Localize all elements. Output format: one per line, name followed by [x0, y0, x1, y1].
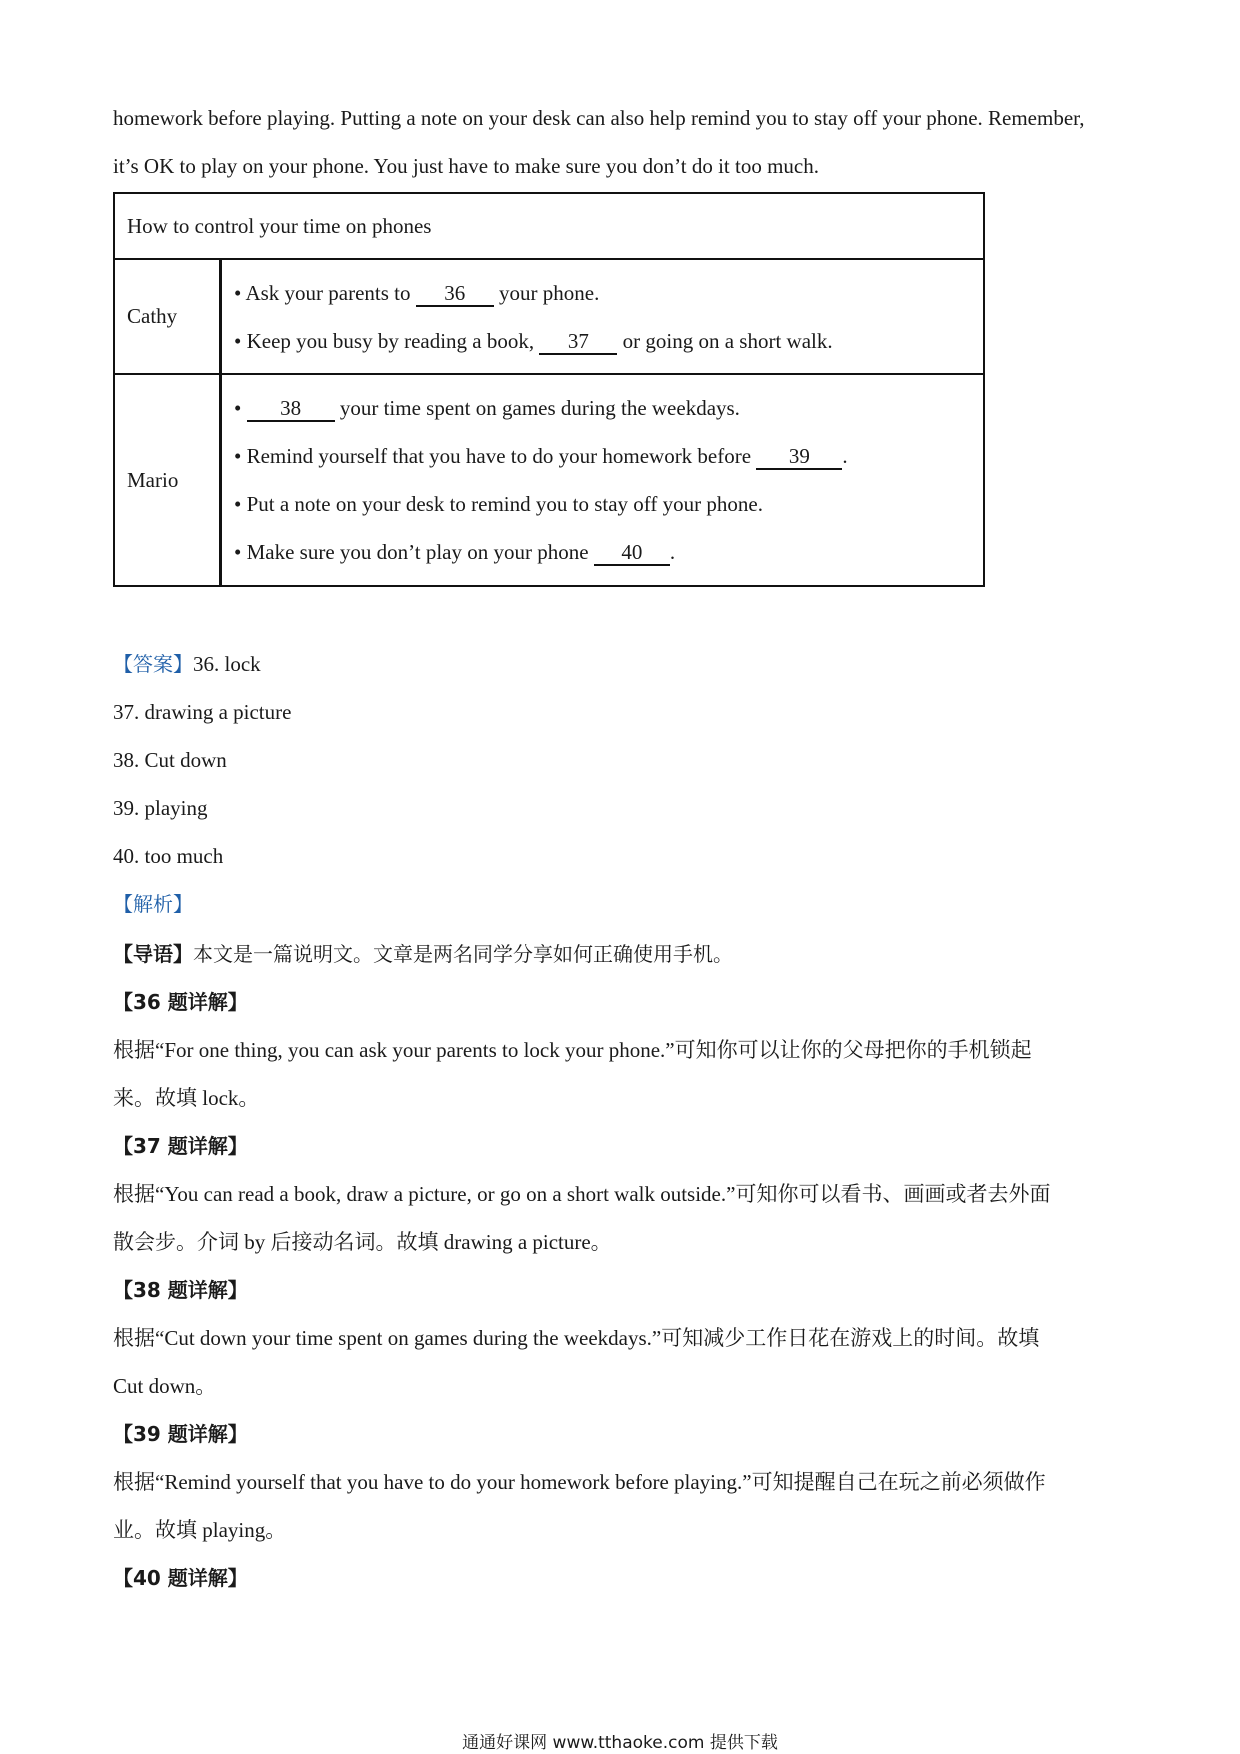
- blank-38: 38: [247, 396, 335, 422]
- cathy-tip-2: • Keep you busy by reading a book, 37 or going on a short walk.: [234, 328, 833, 353]
- tips-cell-mario: [221, 374, 985, 586]
- q38-title: 【38 题详解】: [113, 1278, 248, 1302]
- q36-line-2: 来。故填 lock。: [113, 1086, 260, 1110]
- analysis-section: [113, 930, 1133, 1602]
- answer-39: 39. playing: [113, 796, 208, 820]
- answer-37: 37. drawing a picture: [113, 700, 292, 724]
- name-cell-cathy: Cathy: [114, 259, 221, 374]
- intro-line-2: it’s OK to play on your phone. You just have to make sure you don’t do it too much.: [113, 154, 819, 178]
- tips-cell-cathy: [221, 259, 985, 374]
- q39-line-1: 根据“Remind yourself that you have to do your homework before playing.”可知提醒自己在玩之前必须做作: [113, 1470, 1046, 1494]
- q37-line-1: 根据“You can read a book, draw a picture, or go on a short walk outside.”可知你可以看书、画画或者去外面: [113, 1182, 1051, 1206]
- answer-tag: 【答案】: [113, 652, 193, 676]
- mario-tip-3: • Put a note on your desk to remind you to stay off your phone.: [234, 492, 763, 516]
- intro-line-1: homework before playing. Putting a note on your desk can also help remind you to stay off your phone. Remember,: [113, 106, 1085, 130]
- answer-list: [113, 640, 291, 928]
- cathy-tip-1: • Ask your parents to 36 your phone.: [234, 280, 600, 305]
- q40-title: 【40 题详解】: [113, 1566, 248, 1590]
- name-cell-mario: Mario: [114, 374, 221, 586]
- footer-credit: 通通好课网 www.tthaoke.com 提供下载: [462, 1733, 778, 1753]
- phone-time-table: [113, 192, 985, 587]
- q37-title: 【37 题详解】: [113, 1134, 248, 1158]
- blank-36: 36: [416, 281, 494, 307]
- q39-title: 【39 题详解】: [113, 1422, 248, 1446]
- blank-40: 40: [594, 540, 670, 566]
- q36-line-1: 根据“For one thing, you can ask your parents to lock your phone.”可知你可以让你的父母把你的手机锁起: [113, 1038, 1032, 1062]
- intro-paragraph: [113, 94, 1133, 190]
- answer-36: 【答案】36. lock: [113, 652, 261, 676]
- answer-38: 38. Cut down: [113, 748, 227, 772]
- blank-39: 39: [756, 444, 842, 470]
- table-header: How to control your time on phones: [114, 193, 984, 259]
- q39-line-2: 业。故填 playing。: [113, 1518, 287, 1542]
- analysis-tag: 【解析】: [113, 892, 193, 916]
- guide-line: 【导语】本文是一篇说明文。文章是两名同学分享如何正确使用手机。: [113, 942, 733, 966]
- answer-40: 40. too much: [113, 844, 224, 868]
- q37-line-2: 散会步。介词 by 后接动名词。故填 drawing a picture。: [113, 1230, 612, 1254]
- q36-title: 【36 题详解】: [113, 990, 248, 1014]
- mario-tip-1: • 38 your time spent on games during the weekdays.: [234, 396, 740, 420]
- mario-tip-4: • Make sure you don’t play on your phone 40 .: [234, 540, 676, 564]
- blank-37: 37: [539, 329, 617, 355]
- mario-tip-2: • Remind yourself that you have to do your homework before 39 .: [234, 444, 848, 468]
- q38-line-2: Cut down。: [113, 1374, 217, 1398]
- q38-line-1: 根据“Cut down your time spent on games during the weekdays.”可知减少工作日花在游戏上的时间。故填: [113, 1326, 1040, 1350]
